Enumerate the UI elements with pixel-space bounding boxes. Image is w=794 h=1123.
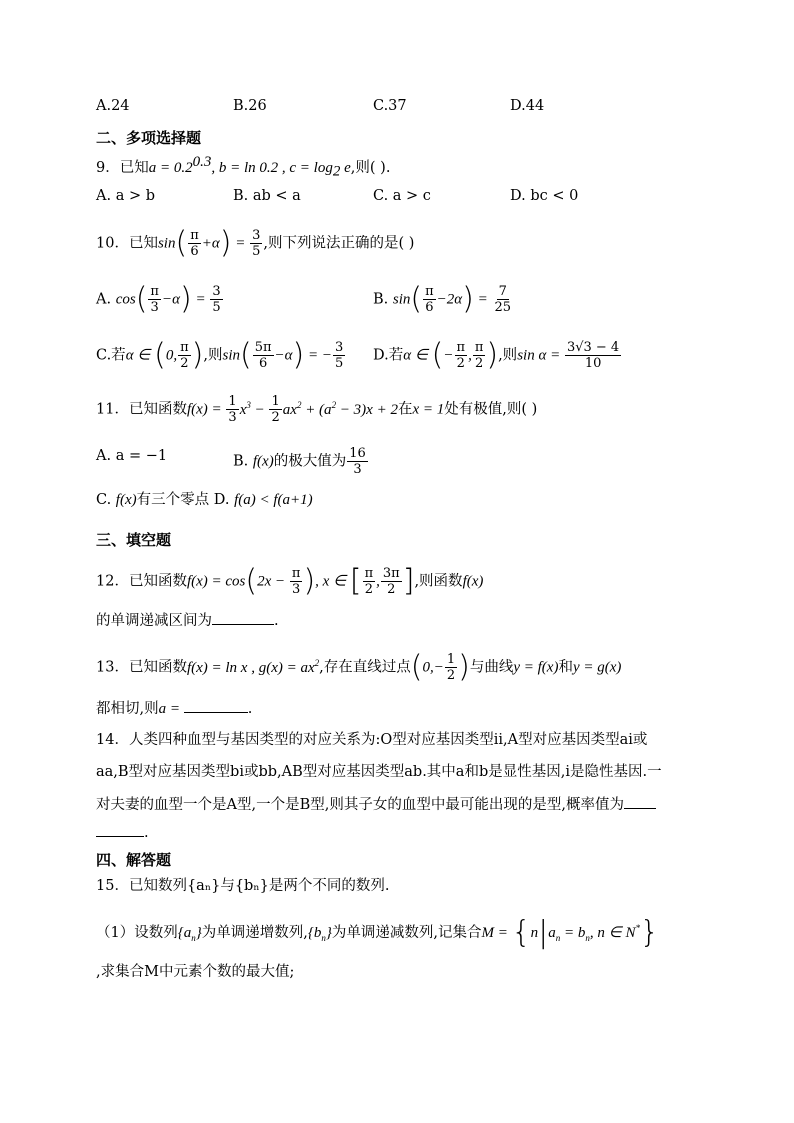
q12-answer-blank[interactable] (212, 610, 274, 625)
q11-stem: 11．已知函数f(x) = $\frac{1}{3}$ $x^3$ − $\frac{1}{2}$ $ax^2 + (a^2 - 3)x + 2$在x = 1处有极值,则( ) (96, 394, 538, 425)
q8-option-c: C.37 (373, 98, 407, 114)
q9-option-c: C. a > c (373, 188, 431, 204)
q11-option-a: A. a = −1 (96, 448, 168, 464)
q14-line1: 14．人类四种血型与基因类型的对应关系为:O型对应基因类型ii,A型对应基因类型ai或 (96, 732, 648, 748)
q14-line4: . (96, 822, 149, 843)
q10-option-d: D.若α ∈ (− $\frac{\pi}{2}$ , $\frac{\pi}{2}$ ),则sin α = $\frac{3√3 - 4}{10}$ (373, 337, 620, 373)
q13-line2: 都相切,则a = . (96, 698, 252, 719)
q8-option-b: B.26 (233, 98, 267, 114)
q12-line2: 的单调递减区间为 . (96, 610, 279, 631)
q10-stem: 10．已知sin( $\frac{\pi}{6}$ +α) = $\frac{3}{5}$ ,则下列说法正确的是( ) (96, 225, 415, 261)
q8-option-d: D.44 (510, 98, 545, 114)
q13-stem: 13．已知函数f(x) = ln x , $g(x) = ax^2$,存在直线过点(0,− $\frac{1}{2}$ )与曲线y = f(x)和y = g(x) (96, 649, 622, 685)
q9-stem: 9．已知$a = 0.2^{0.3}$, b = ln 0.2 , $c = \log_2 e$,则( ). (96, 154, 391, 180)
q14-answer-blank-start[interactable] (624, 794, 656, 809)
q15-stem: 15．已知数列{aₙ}与{bₙ}是两个不同的数列. (96, 878, 390, 894)
q14-answer-blank-end[interactable] (96, 822, 144, 837)
q13-answer-blank[interactable] (184, 698, 248, 713)
q15-part1-line2: ,求集合M中元素个数的最大值; (96, 964, 295, 980)
q11-option-b: B. f(x)的极大值为 $\frac{16}{3}$ (233, 446, 366, 477)
q9-option-d: D. bc < 0 (510, 188, 579, 204)
q12-stem: 12．已知函数f(x) = cos(2x − $\frac{\pi}{3}$ ), x ∈ [ $\frac{\pi}{2}$ , $\frac{3\pi}{2}$ ],则函数f(x) (96, 563, 484, 599)
q10-option-c: C.若α ∈ (0, $\frac{\pi}{2}$ ),则sin( $\frac{5\pi}{6}$ −α) = − $\frac{3}{5}$ (96, 337, 344, 373)
q9-option-a: A. a > b (96, 188, 155, 204)
q14-line3: 对夫妻的血型一个是A型,一个是B型,则其子女的血型中最可能出现的是型,概率值为 (96, 794, 656, 815)
section-heading-multiple-choice: 二、多项选择题 (96, 129, 202, 147)
q10-option-a: A. cos( $\frac{\pi}{3}$ −α) = $\frac{3}{5}$ (96, 281, 221, 317)
q11-option-c-d: C. f(x)有三个零点 D. f(a) < f(a+1) (96, 492, 313, 508)
section-heading-solution: 四、解答题 (96, 851, 172, 869)
q8-option-a: A.24 (96, 98, 130, 114)
q10-option-b: B. sin( $\frac{\pi}{6}$ −2α) = $\frac{7}{25}$ (373, 281, 512, 317)
q14-line2: aa,B型对应基因类型bi或bb,AB型对应基因类型ab.其中a和b是显性基因,i是隐性基因.一 (96, 764, 662, 780)
q15-part1: （1）设数列$\{a_n\}$为单调递增数列$,\{b_n\}$为单调递减数列,记集合$M = \{n|a_n = b_n$, n ∈ N*} (96, 915, 660, 950)
q9-option-b: B. ab < a (233, 188, 301, 204)
section-heading-fill-blank: 三、填空题 (96, 531, 172, 549)
